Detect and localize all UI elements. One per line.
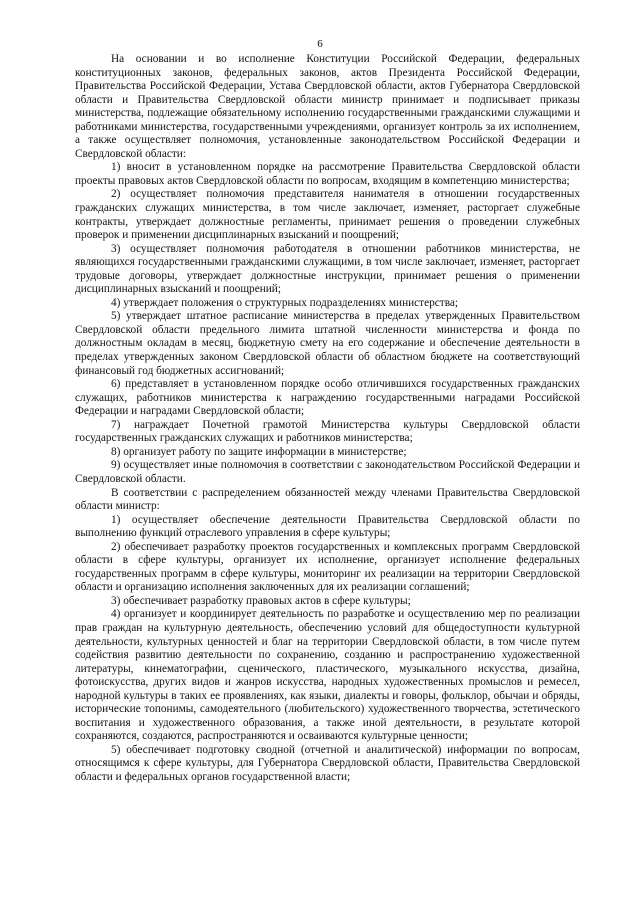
list-item: 7) награждает Почетной грамотой Министерства культуры Свердловской области государственных гражданских служащих и работников министерства; (75, 418, 580, 445)
list-item: 5) обеспечивает подготовку сводной (отчетной и аналитической) информации по вопросам, относящимся к сфере культуры, для Губернатора Свердловской области, Правительства Свердловской области и федеральных органов государственной власти; (75, 743, 580, 783)
section-paragraph: В соответствии с распределением обязанностей между членами Правительства Свердловской области министр: (75, 486, 580, 513)
list-item: 4) утверждает положения о структурных подразделениях министерства; (111, 296, 459, 309)
list-item: 3) обеспечивает разработку правовых актов в сфере культуры; (111, 594, 411, 607)
list-item: 6) представляет в установленном порядке особо отличившихся государственных гражданских служащих, работников министерства к награждению государственными наградами Российской Федерации и наградами Свердловской области; (75, 378, 580, 418)
document-body (75, 53, 580, 785)
list-item: 3) осуществляет полномочия работодателя в отношении работников министерства, не являющихся государственными гражданскими служащими, в том числе заключает, изменяет, расторгает трудовые договоры, утверждает должностные инструкции, принимает решения о применении дисциплинарных взысканий и поощрений; (75, 242, 580, 296)
page-number: 6 (317, 38, 323, 50)
list-item: 5) утверждает штатное расписание министерства в пределах утвержденных Правительством Свердловской области предельного лимита штатной численности министерства и фонда по должностным окладам в месяц, бюджетную смету на его содержание и обеспечение деятельности в пределах утвержденных законом Свердловской области об областном бюджете на соответствующий финансовый год бюджетных ассигнований; (75, 310, 580, 377)
list-item: 1) осуществляет обеспечение деятельности Правительства Свердловской области по выполнению функций отраслевого управления в сфере культуры; (75, 513, 580, 540)
list-item: 2) осуществляет полномочия представителя нанимателя в отношении государственных гражданских служащих министерства, в том числе заключает, изменяет, расторгает служебные контракты, утверждает должностные регламенты, принимает решения о проведении служебных проверок и применении дисциплинарных взысканий и поощрений; (75, 188, 580, 242)
list-item: 4) организует и координирует деятельность по разработке и осуществлению мер по реализации прав граждан на культурную деятельность, обеспечению условий для общедоступности культурной деятельности, культурных ценностей и благ на территории Свердловской области, в том числе путем содействия развитию деятельности по сохранению, созданию и распространению художественной литературы, кинематографии, сценического, пластического, музыкального искусства, дизайна, фотоискусства, других видов и жанров искусства, народных художественных промыслов и ремесел, народной культуры в таких ее проявлениях, как языки, диалекты и говоры, фольклор, обычаи и обряды, исторические топонимы, самодеятельного (любительского) художественного творчества, эстетического воспитания и художественного образования, а также иной деятельности, в результате которой сохраняются, создаются, распространяются и осваиваются культурные ценности; (75, 608, 580, 743)
list-item: 2) обеспечивает разработку проектов государственных и комплексных программ Свердловской области в сфере культуры, организует их исполнение, организует исполнение федеральных государственных программ в сфере культуры, мониторинг их реализации на территории Свердловской области и организацию исполнения заключенных для их реализации соглашений; (75, 540, 580, 594)
list-item: 9) осуществляет иные полномочия в соответствии с законодательством Российской Федерации и Свердловской области. (75, 459, 580, 485)
list-item: 8) организует работу по защите информации в министерстве; (111, 445, 407, 458)
list-item: 1) вносит в установленном порядке на рассмотрение Правительства Свердловской области проекты правовых актов Свердловской области по вопросам, входящим в компетенцию министерства; (75, 161, 580, 187)
intro-paragraph: На основании и во исполнение Конституции Российской Федерации, федеральных конституционных законов, федеральных законов, актов Президента Российской Федерации, Правительства Российской Федерации, Устава Свердловской области, актов Губернатора Свердловской области и Правительства Свердловской области министр принимает и подписывает приказы министерства, подлежащие обязательному исполнению государственными гражданскими служащими и работниками министерства, государственными учреждениями, организует контроль за их исполнением, а также осуществляет полномочия, установленные законодательством Российской Федерации и Свердловской области: (75, 53, 580, 160)
